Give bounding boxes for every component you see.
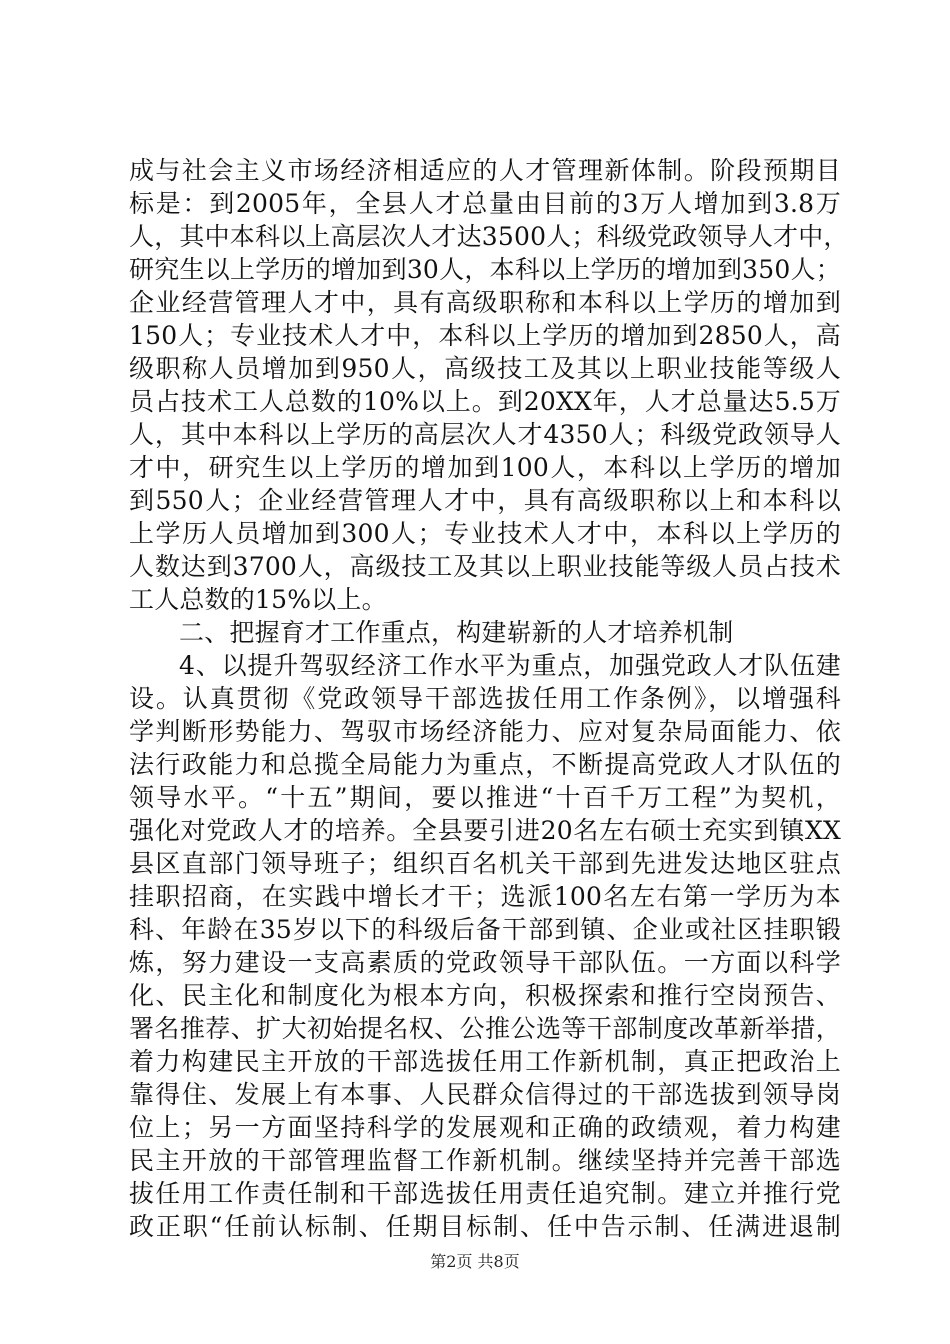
text-line: 到550人；企业经营管理人才中，具有高级职称以上和本科以 — [129, 486, 841, 515]
text-line: 署名推荐、扩大初始提名权、公推公选等干部制度改革新举措， — [129, 1014, 841, 1043]
body-text — [129, 154, 849, 1243]
text-line: 着力构建民主开放的干部选拔任用工作新机制，真正把政治上 — [129, 1047, 841, 1076]
text-line: 150人；专业技术人才中，本科以上学历的增加到2850人，高 — [129, 321, 841, 350]
text-line: 工人总数的15%以上。 — [129, 585, 387, 614]
text-line: 挂职招商，在实践中增长才干；选派100名左右第一学历为本 — [129, 882, 841, 911]
text-line: 标是：到2005年，全县人才总量由目前的3万人增加到3.8万 — [129, 189, 841, 218]
text-line: 人，其中本科以上学历的高层次人才4350人；科级党政领导人 — [129, 420, 841, 449]
text-line: 靠得住、发展上有本事、人民群众信得过的干部选拔到领导岗 — [129, 1080, 841, 1109]
text-line: 化、民主化和制度化为根本方向，积极探索和推行空岗预告、 — [129, 981, 841, 1010]
text-line: 设。认真贯彻《党政领导干部选拔任用工作条例》，以增强科 — [129, 684, 841, 713]
text-line: 民主开放的干部管理监督工作新机制。继续坚持并完善干部选 — [129, 1146, 841, 1175]
text-line: 法行政能力和总揽全局能力为重点，不断提高党政人才队伍的 — [129, 750, 841, 779]
text-line: 政正职“任前认标制、任期目标制、任中告示制、任满进退制 — [129, 1212, 841, 1241]
text-line: 科、年龄在35岁以下的科级后备干部到镇、企业或社区挂职锻 — [129, 915, 841, 944]
page-number-footer: 第2页 共8页 — [430, 1252, 520, 1271]
text-line: 研究生以上学历的增加到30人，本科以上学历的增加到350人； — [129, 255, 841, 284]
text-line: 企业经营管理人才中，具有高级职称和本科以上学历的增加到 — [129, 288, 841, 317]
text-line: 才中，研究生以上学历的增加到100人，本科以上学历的增加 — [129, 453, 841, 482]
text-line: 县区直部门领导班子；组织百名机关干部到先进发达地区驻点 — [129, 849, 841, 878]
section-heading: 二、把握育才工作重点，构建崭新的人才培养机制 — [179, 618, 734, 647]
text-line: 领导水平。“十五”期间，要以推进“十百千万工程”为契机， — [129, 783, 841, 812]
text-line: 人，其中本科以上高层次人才达3500人；科级党政领导人才中， — [129, 222, 849, 251]
text-line: 4、以提升驾驭经济工作水平为重点，加强党政人才队伍建 — [179, 651, 841, 680]
text-line: 强化对党政人才的培养。全县要引进20名左右硕士充实到镇XX — [129, 816, 841, 845]
text-line: 级职称人员增加到950人，高级技工及其以上职业技能等级人 — [129, 354, 841, 383]
text-line: 成与社会主义市场经济相适应的人才管理新体制。阶段预期目 — [129, 156, 841, 185]
text-line: 学判断形势能力、驾驭市场经济能力、应对复杂局面能力、依 — [129, 717, 841, 746]
text-line: 炼，努力建设一支高素质的党政领导干部队伍。一方面以科学 — [129, 948, 841, 977]
text-line: 位上；另一方面坚持科学的发展观和正确的政绩观，着力构建 — [129, 1113, 841, 1142]
text-line: 拔任用工作责任制和干部选拔任用责任追究制。建立并推行党 — [129, 1179, 841, 1208]
text-line: 员占技术工人总数的10%以上。到20XX年，人才总量达5.5万 — [129, 387, 841, 416]
text-line: 人数达到3700人，高级技工及其以上职业技能等级人员占技术 — [129, 552, 841, 581]
text-line: 上学历人员增加到300人；专业技术人才中，本科以上学历的 — [129, 519, 841, 548]
